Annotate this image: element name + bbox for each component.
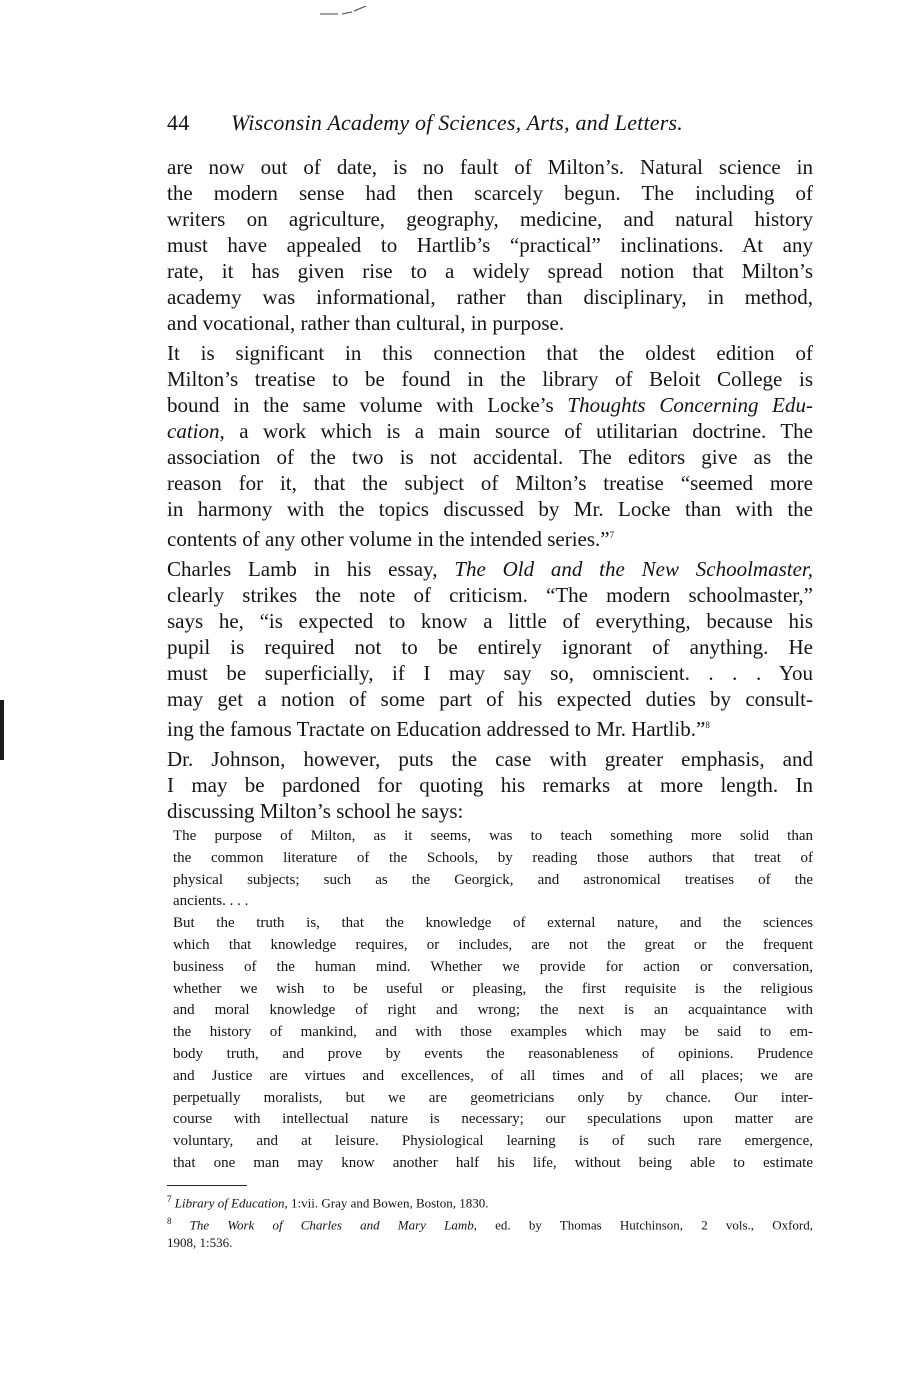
text-line: rate, it has given rise to a widely spread notion that Milton’s [167, 259, 813, 283]
footnote: $^8$ The Work of Charles and Mary Lamb, ed. by Thomas Hutchinson, 2 vols., Oxford, [167, 1216, 814, 1233]
paragraph [167, 556, 813, 742]
journal-title: Wisconsin Academy of Sciences, Arts, and Letters. [231, 110, 683, 135]
footnote-number: 7 [167, 1193, 172, 1204]
italic-title: Thoughts Concerning Edu- [567, 393, 814, 417]
footnote-ref[interactable]: 7 [609, 530, 615, 540]
quote-line: that one man may know another half his life, without being able to estimate [173, 1154, 813, 1171]
quote-line: the common literature of the Schools, by reading those authors that treat of [173, 849, 813, 866]
page-edge-shadow [0, 700, 4, 760]
text-line: are now out of date, is no fault of Milton’s. Natural science in [167, 155, 813, 179]
paragraph [167, 154, 813, 336]
text-line-with-title: cation, a work which is a main source of utilitarian doctrine. The [167, 419, 813, 443]
text-line: pupil is required not to be entirely ignorant of anything. He [167, 635, 813, 659]
text-line: discussing Milton’s school he says: [167, 799, 464, 823]
text-line: Dr. Johnson, however, puts the case with greater emphasis, and [167, 747, 813, 771]
text-line: must have appealed to Hartlib’s “practical” inclinations. At any [167, 233, 813, 257]
text-line: ing the famous Tractate on Education addressed to Mr. Hartlib.”$^8$ [167, 717, 710, 741]
text-line-with-title: Charles Lamb in his essay, The Old and the New Schoolmaster, [167, 557, 813, 581]
text-line: It is significant in this connection that the oldest edition of [167, 341, 813, 365]
text-line: reason for it, that the subject of Milton’s treatise “seemed more [167, 471, 813, 495]
quote-paragraph [173, 913, 813, 1175]
text-line: I may be pardoned for quoting his remarks at more length. In [167, 773, 813, 797]
paragraph [167, 340, 813, 552]
block-quote [167, 826, 813, 1175]
text-line: the modern sense had then scarcely begun. The including of [167, 181, 813, 205]
text-line: in harmony with the topics discussed by Mr. Locke than with the [167, 497, 813, 521]
text-line: association of the two is not accidental. The editors give as the [167, 445, 813, 469]
quote-line: and moral knowledge of right and wrong; the next is an acquaintance with [173, 1002, 813, 1019]
running-head [167, 110, 813, 136]
quote-line: body truth, and prove by events the reasonableness of opinions. Prudence [173, 1045, 813, 1062]
text-line: says he, “is expected to know a little of everything, because his [167, 609, 813, 633]
footnotes [167, 1190, 813, 1253]
quote-line: perpetually moralists, but we are geometricians only by chance. Our inter- [173, 1089, 813, 1106]
quote-line: course with intellectual nature is necessary; our speculations upon matter are [173, 1111, 813, 1128]
text-line: academy was informational, rather than disciplinary, in method, [167, 285, 813, 309]
text-line: Milton’s treatise to be found in the library of Beloit College is [167, 367, 813, 391]
quote-line: voluntary, and at leisure. Physiological learning is of such rare emergence, [173, 1133, 813, 1150]
footnote-ref[interactable]: 8 [705, 720, 710, 730]
page-number: 44 [167, 110, 190, 135]
footnote: $^7$ Library of Education, 1:vii. Gray and Bowen, Boston, 1830. [167, 1193, 489, 1211]
footnote-title: Library of Education, [174, 1195, 288, 1211]
paragraph [167, 746, 813, 824]
footnote-divider [167, 1185, 247, 1186]
text-line: and vocational, rather than cultural, in purpose. [167, 311, 565, 335]
quote-line: and Justice are virtues and excellences, of all times and of all places; we are [173, 1067, 813, 1084]
quote-line: The purpose of Milton, as it seems, was to teach something more solid than [173, 828, 813, 844]
text-line-with-title: bound in the same volume with Locke’s Thoughts Concerning Edu- [167, 393, 814, 417]
italic-title: cation, [167, 419, 225, 443]
quote-line: ancients. . . . [173, 893, 249, 910]
stray-pen-mark [318, 6, 378, 18]
quote-line: the history of mankind, and with those examples which may be said to em- [173, 1024, 813, 1041]
quote-line: But the truth is, that the knowledge of external nature, and the sciences [173, 915, 813, 932]
quote-line: whether we wish to be useful or pleasing, the first requisite is the religious [173, 980, 813, 997]
text-line: must be superficially, if I may say so, omniscient. . . . You [167, 661, 813, 685]
italic-title: The Old and the New Schoolmaster, [454, 557, 813, 581]
text-line: clearly strikes the note of criticism. “The modern schoolmaster,” [167, 583, 813, 607]
page [167, 110, 813, 1252]
quote-paragraph [173, 826, 813, 913]
quote-line: physical subjects; such as the Georgick, and astronomical treatises of the [173, 871, 813, 888]
footnote-title: The Work of Charles and Mary Lamb, [189, 1217, 477, 1233]
quote-line: which that knowledge requires, or includes, are not the great or the frequent [173, 936, 813, 953]
text-line: may get a notion of some part of his expected duties by consult- [167, 687, 813, 711]
text-line: contents of any other volume in the intended series.”$^7$ [167, 527, 615, 551]
text-line: writers on agriculture, geography, medicine, and natural history [167, 207, 813, 231]
footnote-number: 8 [167, 1216, 172, 1227]
quote-line: business of the human mind. Whether we provide for action or conversation, [173, 958, 813, 975]
footnote-continuation: 1908, 1:536. [167, 1235, 233, 1251]
